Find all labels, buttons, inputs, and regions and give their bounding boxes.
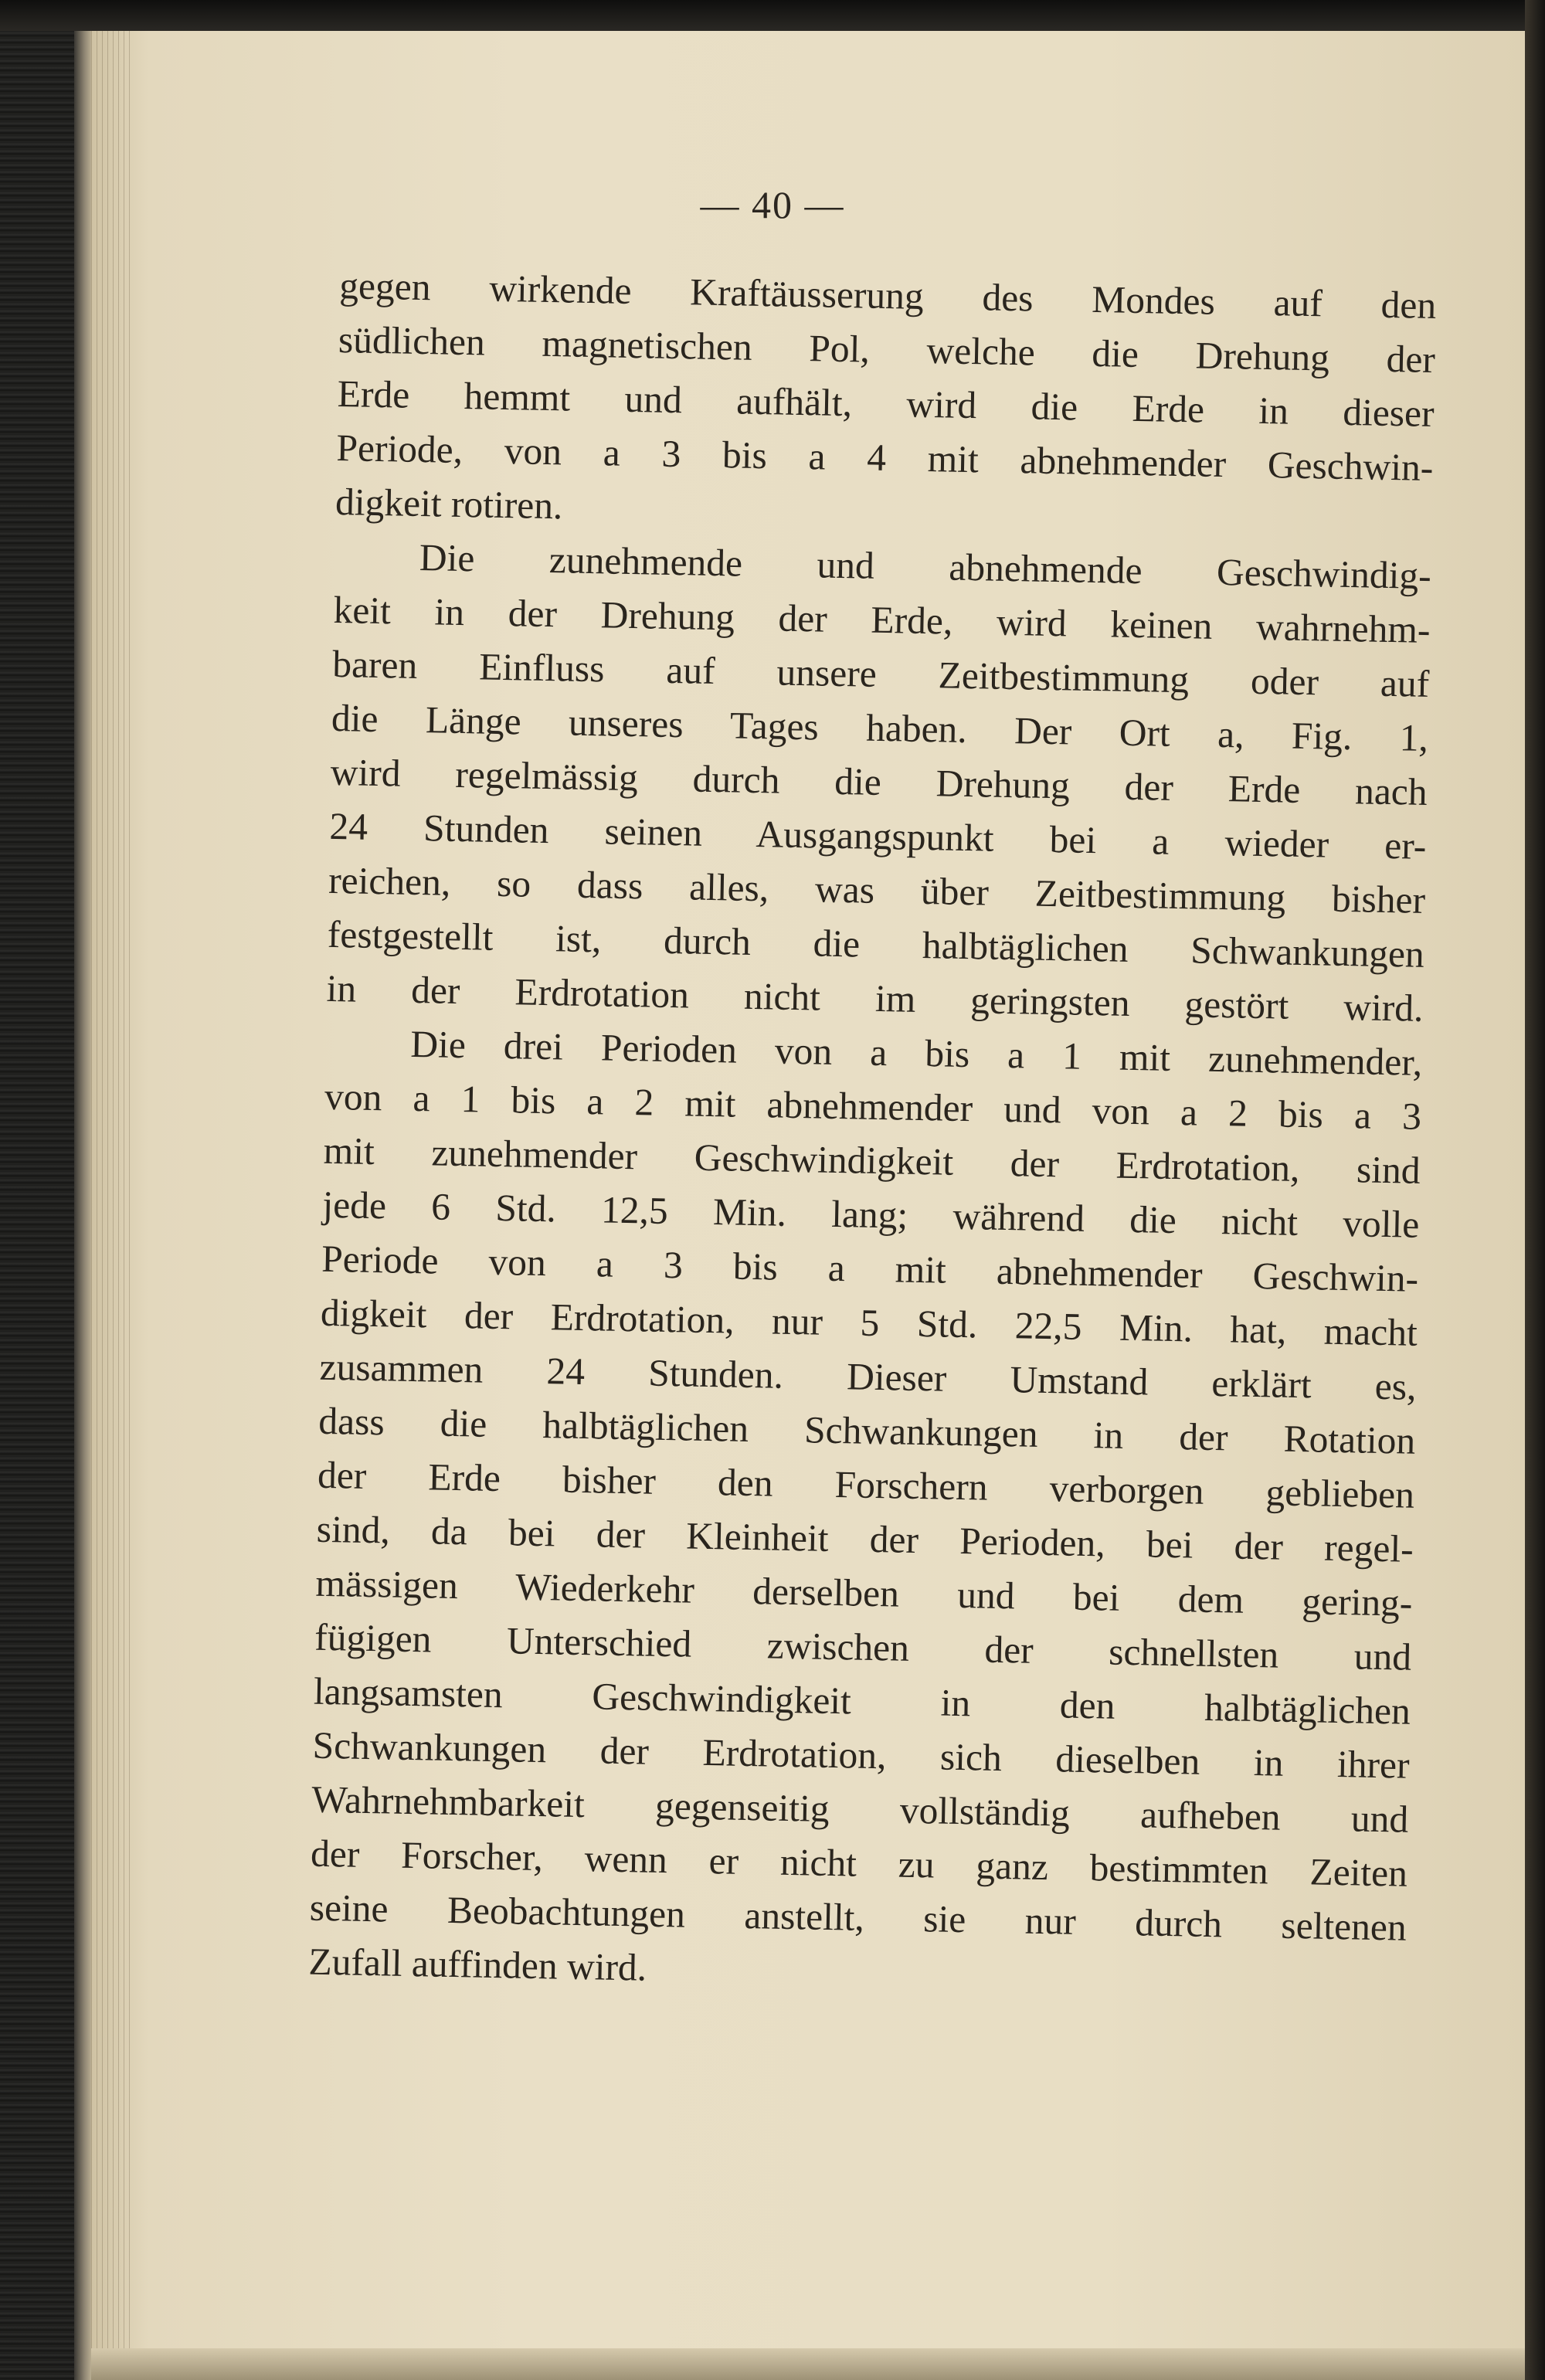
text-line: südlichen magnetischen Pol, welche die Drehung der bbox=[338, 317, 1436, 381]
body-text bbox=[308, 259, 1437, 2009]
text-line: seine Beobachtungen anstellt, sie nur durch seltenen bbox=[309, 1886, 1407, 1949]
text-line: mässigen Wiederkehr derselben und bei dem gering- bbox=[315, 1561, 1413, 1625]
text-line: dass die halbtäglichen Schwankungen in der Rotation bbox=[317, 1399, 1416, 1462]
text-line: fügigen Unterschied zwischen der schnellsten und bbox=[314, 1615, 1412, 1679]
binding-edge bbox=[74, 31, 91, 2380]
text-line: der Forscher, wenn er nicht zu ganz bestimmten Zeiten bbox=[310, 1832, 1408, 1895]
text-line: keit in der Drehung der Erde, wird keinen wahrnehm- bbox=[333, 588, 1431, 651]
text-line: Schwankungen der Erdrotation, sich dieselben in ihrer bbox=[312, 1723, 1410, 1787]
text-line: Zufall auffinden wird. bbox=[308, 1940, 647, 1989]
scanner-background bbox=[0, 0, 1545, 31]
text-line: Wahrnehmbarkeit gegenseitig vollständig aufheben und bbox=[311, 1777, 1409, 1841]
text-line: digkeit rotiren. bbox=[334, 480, 563, 528]
text-line: 24 Stunden seinen Ausgangspunkt bei a wieder er- bbox=[329, 804, 1427, 867]
text-line: reichen, so dass alles, was über Zeitbestimmung bisher bbox=[328, 858, 1426, 922]
book-spine bbox=[0, 31, 85, 2380]
text-line: Die zunehmende und abnehmende Geschwindig- bbox=[419, 535, 1432, 597]
text-line: baren Einfluss auf unsere Zeitbestimmung oder auf bbox=[331, 642, 1430, 705]
text-line: Erde hemmt und aufhält, wird die Erde in dieser bbox=[337, 372, 1435, 435]
text-line: Periode von a 3 bis a mit abnehmender Geschwin- bbox=[321, 1237, 1419, 1300]
text-line: die Länge unseres Tages haben. Der Ort a, Fig. 1, bbox=[331, 696, 1429, 759]
page-number: — 40 — bbox=[700, 183, 845, 226]
text-line: von a 1 bis a 2 mit abnehmender und von a 2 bis a 3 bbox=[324, 1075, 1422, 1138]
text-line: Periode, von a 3 bis a 4 mit abnehmender Geschwin- bbox=[336, 426, 1434, 489]
text-line: langsamsten Geschwindigkeit in den halbtäglichen bbox=[313, 1669, 1411, 1733]
text-line: wird regelmässig durch die Drehung der Erde nach bbox=[330, 750, 1428, 813]
text-line: gegen wirkende Kraftäusserung des Mondes auf den bbox=[338, 263, 1437, 328]
text-line: zusammen 24 Stunden. Dieser Umstand erklärt es, bbox=[319, 1345, 1417, 1408]
text-line: Die drei Perioden von a bis a 1 mit zunehmender, bbox=[409, 1022, 1423, 1084]
text-line: festgestellt ist, durch die halbtäglichen Schwankungen bbox=[327, 912, 1425, 976]
text-line: in der Erdrotation nicht im geringsten gestört wird. bbox=[326, 966, 1424, 1030]
text-line: jede 6 Std. 12,5 Min. lang; während die nicht volle bbox=[322, 1183, 1420, 1246]
text-line: sind, da bei der Kleinheit der Perioden, bei der regel- bbox=[316, 1507, 1414, 1570]
page-stack-edges bbox=[91, 31, 131, 2380]
text-line: der Erde bisher den Forschern verborgen geblieben bbox=[317, 1453, 1415, 1516]
right-scan-edge bbox=[1525, 0, 1545, 2380]
text-line: digkeit der Erdrotation, nur 5 Std. 22,5 Min. hat, macht bbox=[320, 1291, 1418, 1354]
text-line: mit zunehmender Geschwindigkeit der Erdrotation, sind bbox=[323, 1129, 1421, 1192]
page-bottom-edge bbox=[91, 2348, 1525, 2380]
